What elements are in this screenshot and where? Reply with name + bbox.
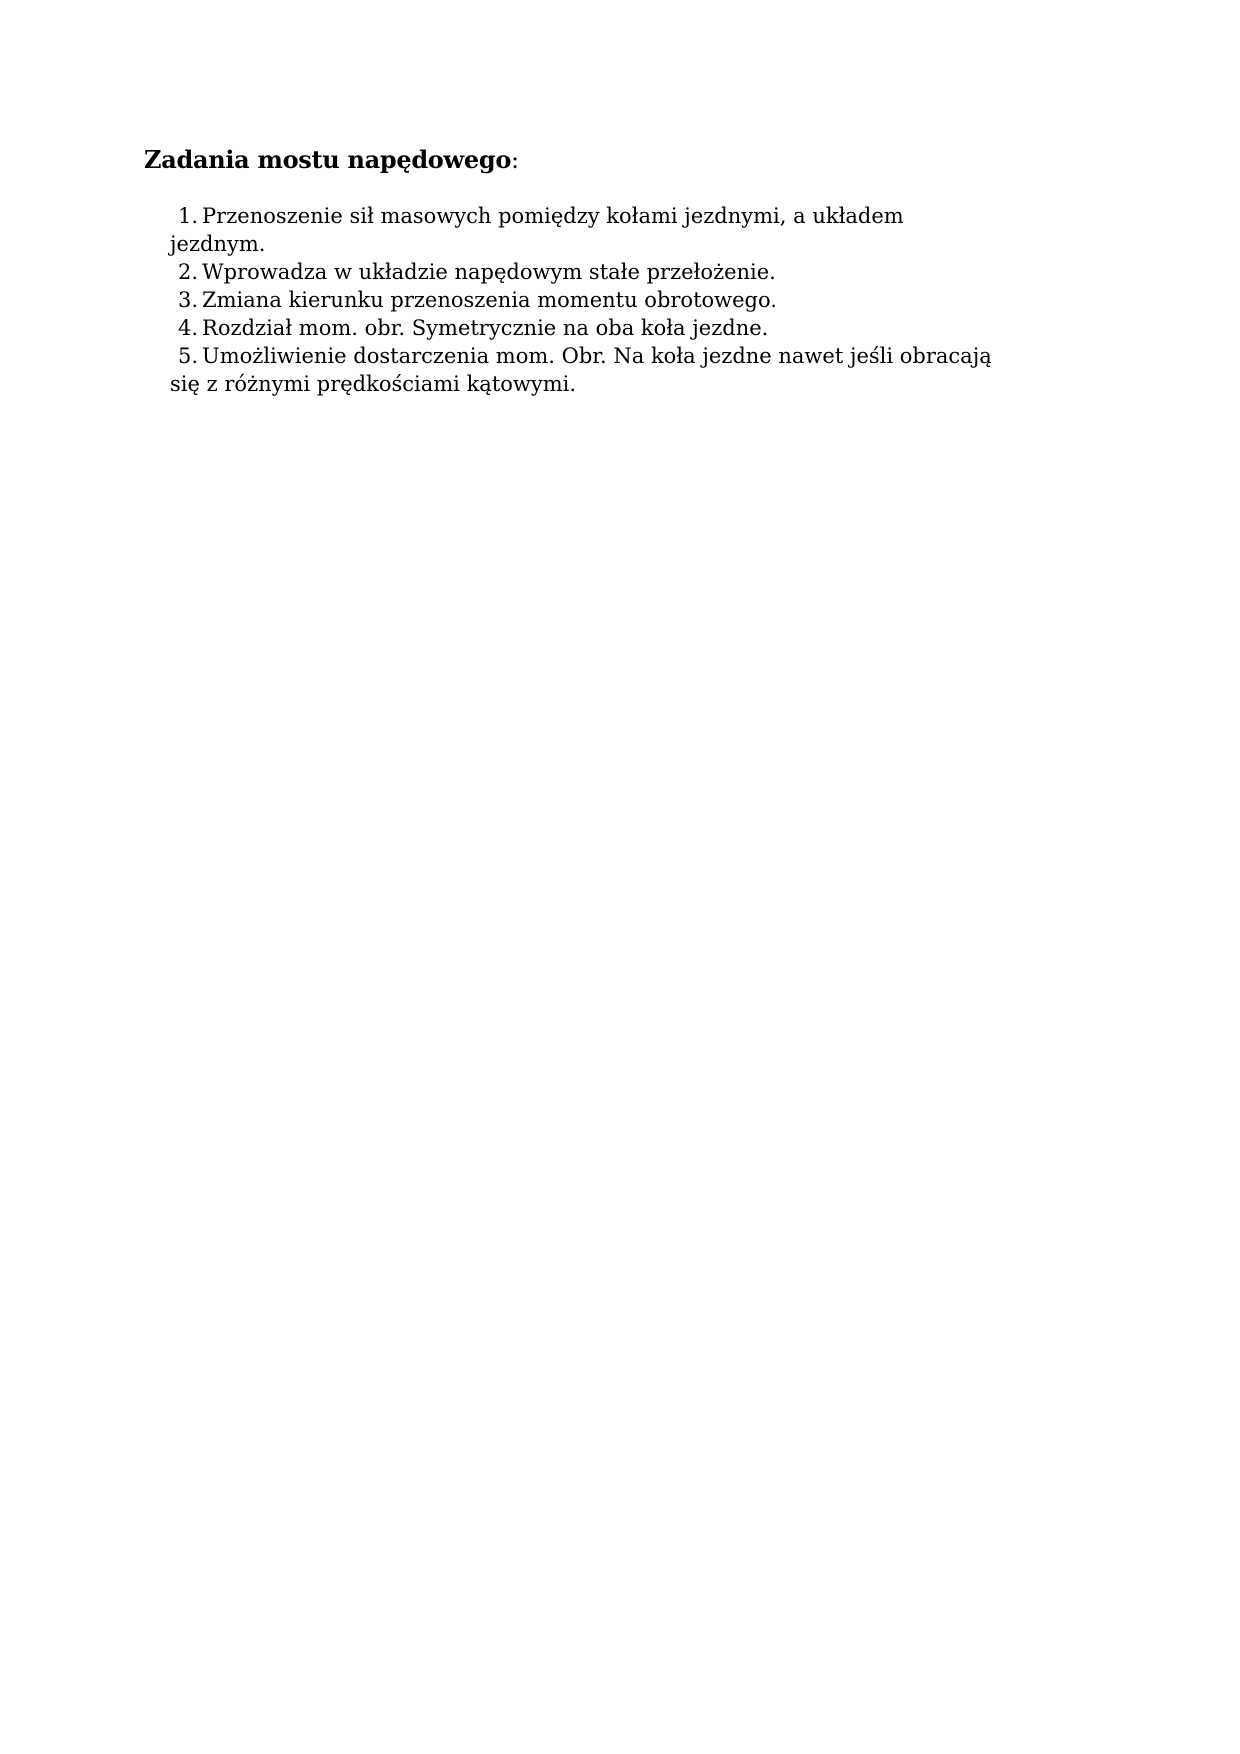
item-number: 4.: [178, 316, 199, 340]
task-list: [170, 202, 1000, 398]
item-text: Umożliwienie dostarczenia mom. Obr. Na koła jezdne nawet jeśli obracają się z różnymi prędkościami kątowymi.: [170, 344, 992, 396]
item-text: Wprowadza w układzie napędowym stałe przełożenie.: [202, 260, 776, 284]
list-item: [170, 202, 1000, 258]
item-number: 3.: [178, 288, 199, 312]
item-number: 5.: [178, 344, 199, 368]
document-content: [0, 0, 1240, 398]
item-text: Przenoszenie sił masowych pomiędzy kołami jezdnymi, a układem jezdnym.: [170, 204, 904, 256]
item-number: 2.: [178, 260, 199, 284]
list-item: [170, 286, 1000, 314]
item-text: Rozdział mom. obr. Symetrycznie na oba koła jezdne.: [202, 316, 769, 340]
title-text: Zadania mostu napędowego: [144, 145, 512, 174]
item-number: 1.: [178, 204, 199, 228]
list-item: [170, 314, 1000, 342]
title-colon: :: [511, 146, 519, 174]
document-title: [144, 146, 1240, 174]
list-item: [170, 258, 1000, 286]
list-item: [170, 342, 1000, 398]
item-text: Zmiana kierunku przenoszenia momentu obrotowego.: [202, 288, 777, 312]
